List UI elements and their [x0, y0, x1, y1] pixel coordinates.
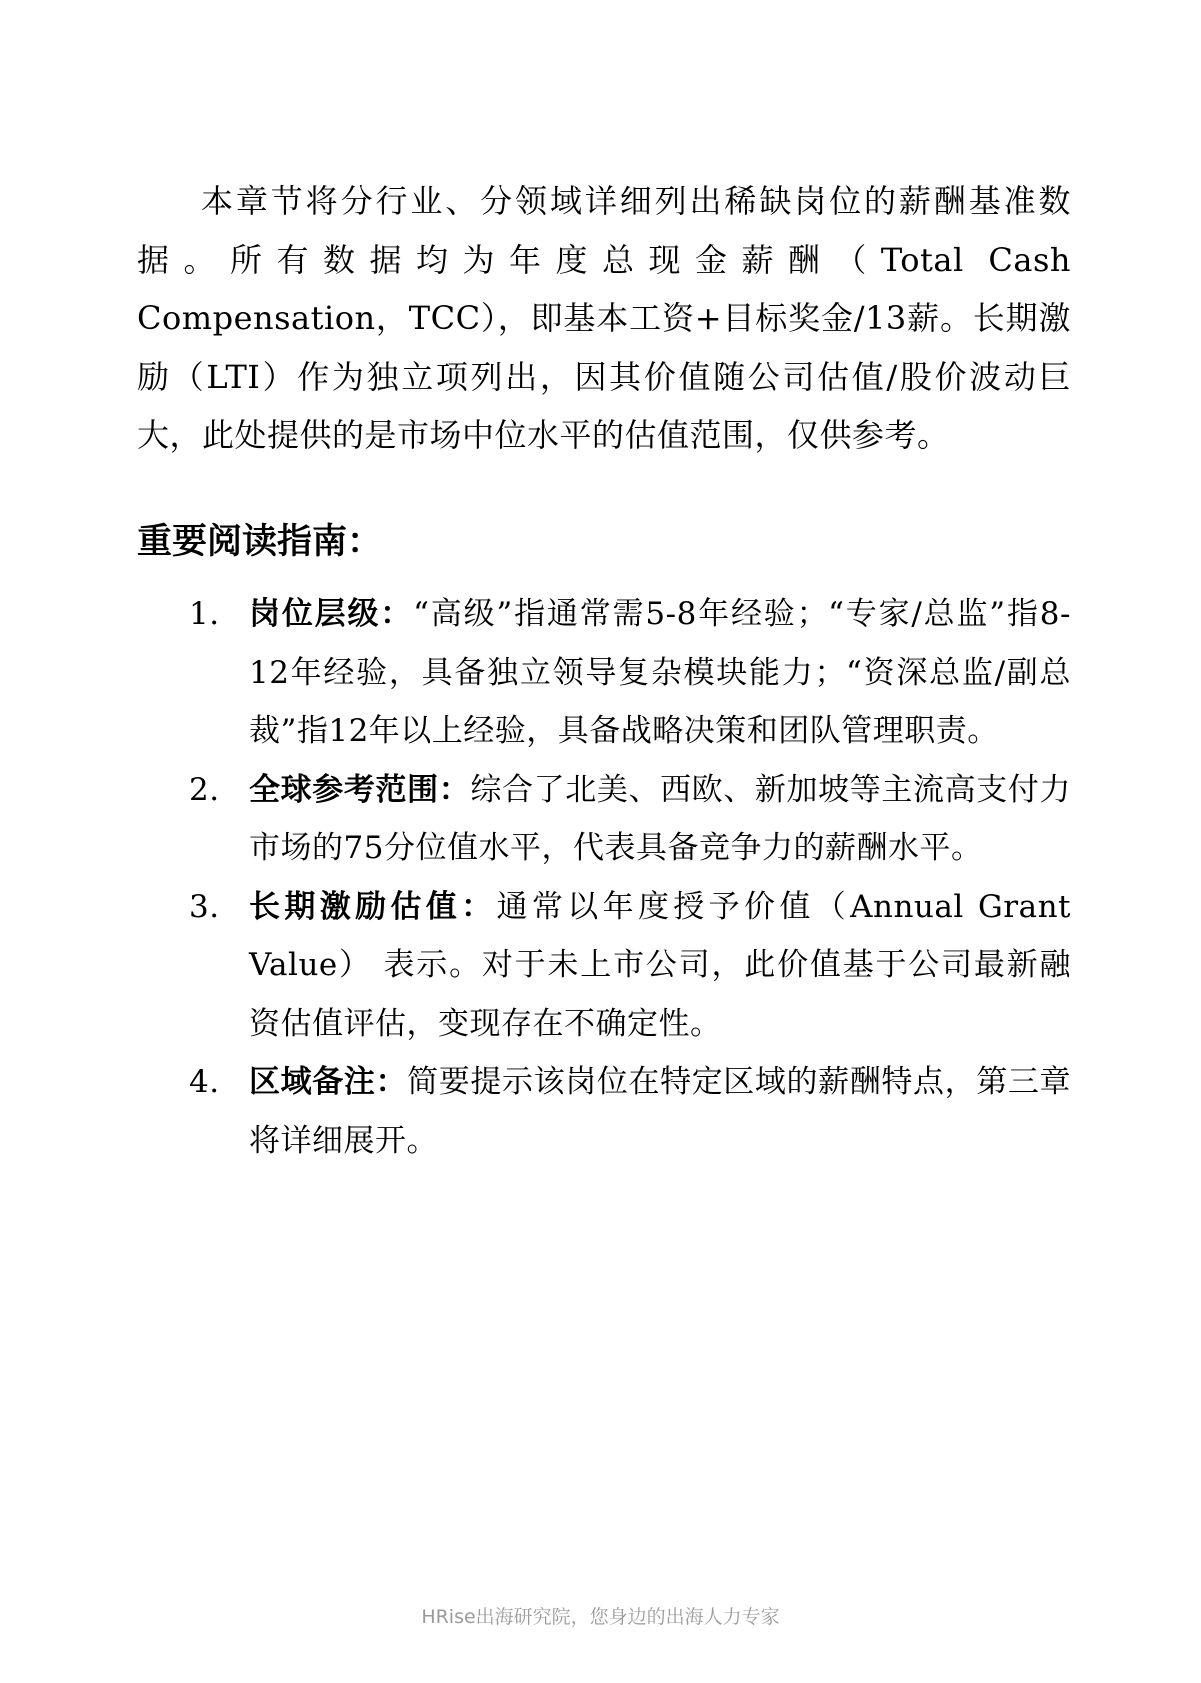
guide-item-text: 简要提示该岗位在特定区域的薪酬特点，第三章将详细展开。 — [249, 1064, 1072, 1159]
guide-item-text: 通常以年度授予价值（Annual Grant Value） 表示。对于未上市公司，此价值基于公司最新融资估值评估，变现存在不确定性。 — [249, 888, 1071, 1042]
guide-item-number: 3. — [189, 888, 220, 925]
guide-item-number: 2. — [189, 771, 220, 808]
guide-item-global-range — [137, 761, 1071, 878]
guide-item-text: 综合了北美、西欧、新加坡等主流高支付力市场的75分位值水平，代表具备竞争力的薪酬水平。 — [249, 771, 1072, 866]
guide-item-text: “高级”指通常需5-8年经验；“专家/总监”指8-12年经验，具备独立领导复杂模块能力；“资深总监/副总裁”指12年以上经验，具备战略决策和团队管理职责。 — [249, 596, 1071, 749]
guide-item-term: 区域备注： — [249, 1064, 408, 1100]
guide-item-term: 岗位层级： — [249, 596, 414, 632]
guide-item-level — [137, 585, 1071, 761]
guide-item-number: 4. — [189, 1064, 220, 1100]
guide-item-lti-valuation — [137, 878, 1071, 1054]
reading-guide-heading: 重要阅读指南： — [137, 522, 383, 562]
guide-item-number: 1. — [189, 596, 220, 632]
intro-paragraph: 本章节将分行业、分领域详细列出稀缺岗位的薪酬基准数据。所有数据均为年度总现金薪酬（Total Cash Compensation，TCC），即基本工资+目标奖金/13薪。长期激励（LTI）作为独立项列出，因其价值随公司估值/股价波动巨大，此处提供的是市场中位水平的估值范围，仅供参考。 — [137, 182, 1071, 454]
guide-item-region-notes — [137, 1053, 1071, 1170]
page-footer: HRise出海研究院，您身边的出海人力专家 — [421, 1606, 780, 1628]
guide-item-term: 全球参考范围： — [249, 771, 471, 808]
reading-guide-list — [137, 585, 1071, 1170]
guide-item-term: 长期激励估值： — [249, 888, 497, 925]
